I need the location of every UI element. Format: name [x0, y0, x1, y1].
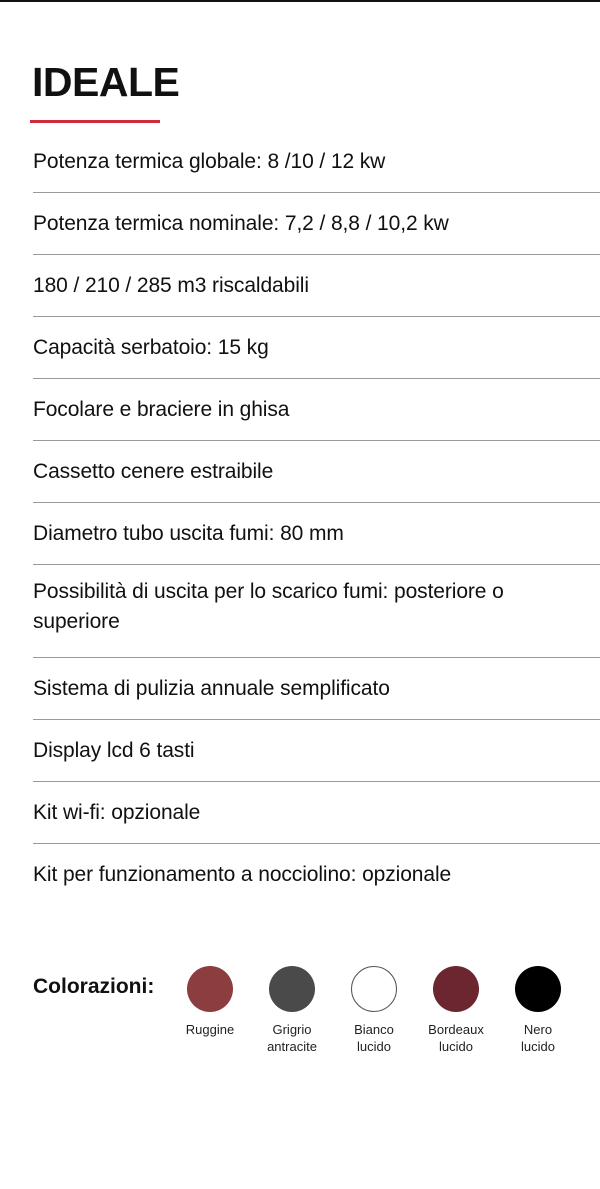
title-underline [30, 120, 160, 123]
top-border [0, 0, 600, 2]
spec-item-volume-riscaldabile: 180 / 210 / 285 m3 riscaldabili [33, 255, 600, 317]
color-swatch-grigio-antracite[interactable] [269, 966, 315, 1012]
color-option-bianco-lucido[interactable] [333, 966, 415, 1055]
color-name-grigio-antracite: Grigrio antracite [267, 1022, 317, 1054]
colors-label: Colorazioni: [33, 975, 155, 998]
spec-item-potenza-globale: Potenza termica globale: 8 /10 / 12 kw [33, 131, 600, 193]
color-name-bordeaux-lucido: Bordeaux lucido [428, 1022, 484, 1054]
color-name-bianco-lucido: Bianco lucido [354, 1022, 394, 1054]
color-swatch-bianco-lucido[interactable] [351, 966, 397, 1012]
color-name-nero-lucido: Nero lucido [521, 1022, 555, 1054]
spec-item-kit-wifi: Kit wi-fi: opzionale [33, 782, 600, 844]
color-swatch-ruggine[interactable] [187, 966, 233, 1012]
page-title: IDEALE [32, 59, 180, 105]
spec-item-sistema-pulizia: Sistema di pulizia annuale semplificato [33, 658, 600, 720]
color-option-nero-lucido[interactable] [497, 966, 579, 1055]
spec-item-focolare: Focolare e braciere in ghisa [33, 379, 600, 441]
color-option-ruggine[interactable] [169, 966, 251, 1038]
color-options [33, 963, 593, 1073]
spec-item-diametro-tubo: Diametro tubo uscita fumi: 80 mm [33, 503, 600, 565]
color-swatch-nero-lucido[interactable] [515, 966, 561, 1012]
spec-item-potenza-nominale: Potenza termica nominale: 7,2 / 8,8 / 10,2 kw [33, 193, 600, 255]
spec-item-cassetto-cenere: Cassetto cenere estraibile [33, 441, 600, 503]
spec-item-kit-nocciolino: Kit per funzionamento a nocciolino: opzionale [33, 863, 452, 886]
spec-item-capacita-serbatoio: Capacità serbatoio: 15 kg [33, 317, 600, 379]
spec-item-uscita-fumi: Possibilità di uscita per lo scarico fumi: posteriore o superiore [33, 565, 600, 658]
color-name-ruggine: Ruggine [185, 1022, 235, 1037]
spec-item-display: Display lcd 6 tasti [33, 720, 600, 782]
color-swatch-bordeaux-lucido[interactable] [433, 966, 479, 1012]
color-option-bordeaux-lucido[interactable] [415, 966, 497, 1055]
color-option-grigio-antracite[interactable] [251, 966, 333, 1055]
spec-list [33, 131, 600, 906]
